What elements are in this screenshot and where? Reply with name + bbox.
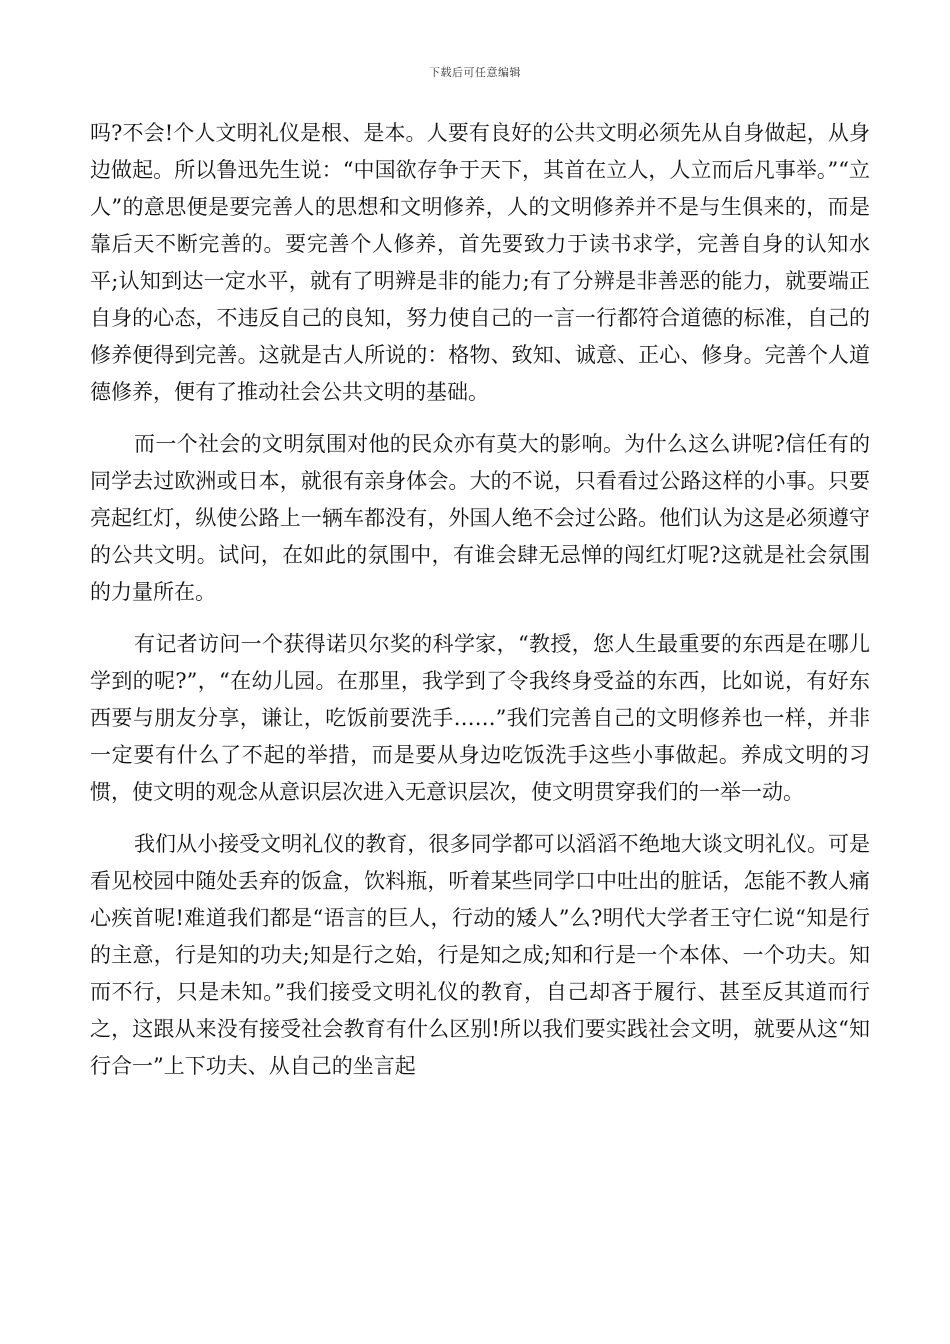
paragraph-1: 吗?不会!个人文明礼仪是根、是本。人要有良好的公共文明必须先从自身做起，从身边做起。所以鲁迅先生说：“中国欲存争于天下，其首在立人，人立而后凡事举。”“立人”的意思便是要完善人的思想和文明修养，人的文明修养并不是与生俱来的，而是靠后天不断完善的。要完善个人修养，首先要致力于读书求学，完善自身的认知水平;认知到达一定水平，就有了明辨是非的能力;有了分辨是非善恶的能力，就要端正自身的心态，不违反自己的良知，努力使自己的一言一行都符合道德的标准，自己的修养便得到完善。这就是古人所说的：格物、致知、诚意、正心、修身。完善个人道德修养，便有了推动社会公共文明的基础。 [90, 121, 870, 404]
paragraph-3: 有记者访问一个获得诺贝尔奖的科学家，“教授，您人生最重要的东西是在哪儿学到的呢?”，“在幼儿园。在那里，我学到了令我终身受益的东西，比如说，有好东西要与朋友分享，谦让，吃饭前要洗手……”我们完善自己的文明修养也一样，并非一定要有什么了不起的举措，而是要从身边吃饭洗手这些小事做起。养成文明的习惯，使文明的观念从意识层次进入无意识层次，使文明贯穿我们的一举一动。 [90, 632, 870, 804]
page-header: 下载后可任意编辑 [429, 66, 521, 79]
paragraph-2: 而一个社会的文明氛围对他的民众亦有莫大的影响。为什么这么讲呢?信任有的同学去过欧洲或日本，就很有亲身体会。大的不说，只看看过公路这样的小事。只要亮起红灯，纵使公路上一辆车都没有，外国人绝不会过公路。他们认为这是必须遵守的公共文明。试问，在如此的氛围中，有谁会肆无忌惮的闯红灯呢?这就是社会氛围的力量所在。 [90, 432, 870, 604]
paragraph-4: 我们从小接受文明礼仪的教育，很多同学都可以滔滔不绝地大谈文明礼仪。可是看见校园中随处丢弃的饭盒，饮料瓶，听着某些同学口中吐出的脏话，怎能不教人痛心疾首呢!难道我们都是“语言的巨人，行动的矮人”么?明代大学者王守仁说“知是行的主意，行是知的功夫;知是行之始，行是知之成;知和行是一个本体、一个功夫。知而不行，只是未知。”我们接受文明礼仪的教育，自己却吝于履行、甚至反其道而行之，这跟从来没有接受社会教育有什么区别!所以我们要实践社会文明，就要从这“知行合一”上下功夫、从自己的坐言起 [90, 832, 870, 1078]
document-body [90, 115, 870, 1085]
